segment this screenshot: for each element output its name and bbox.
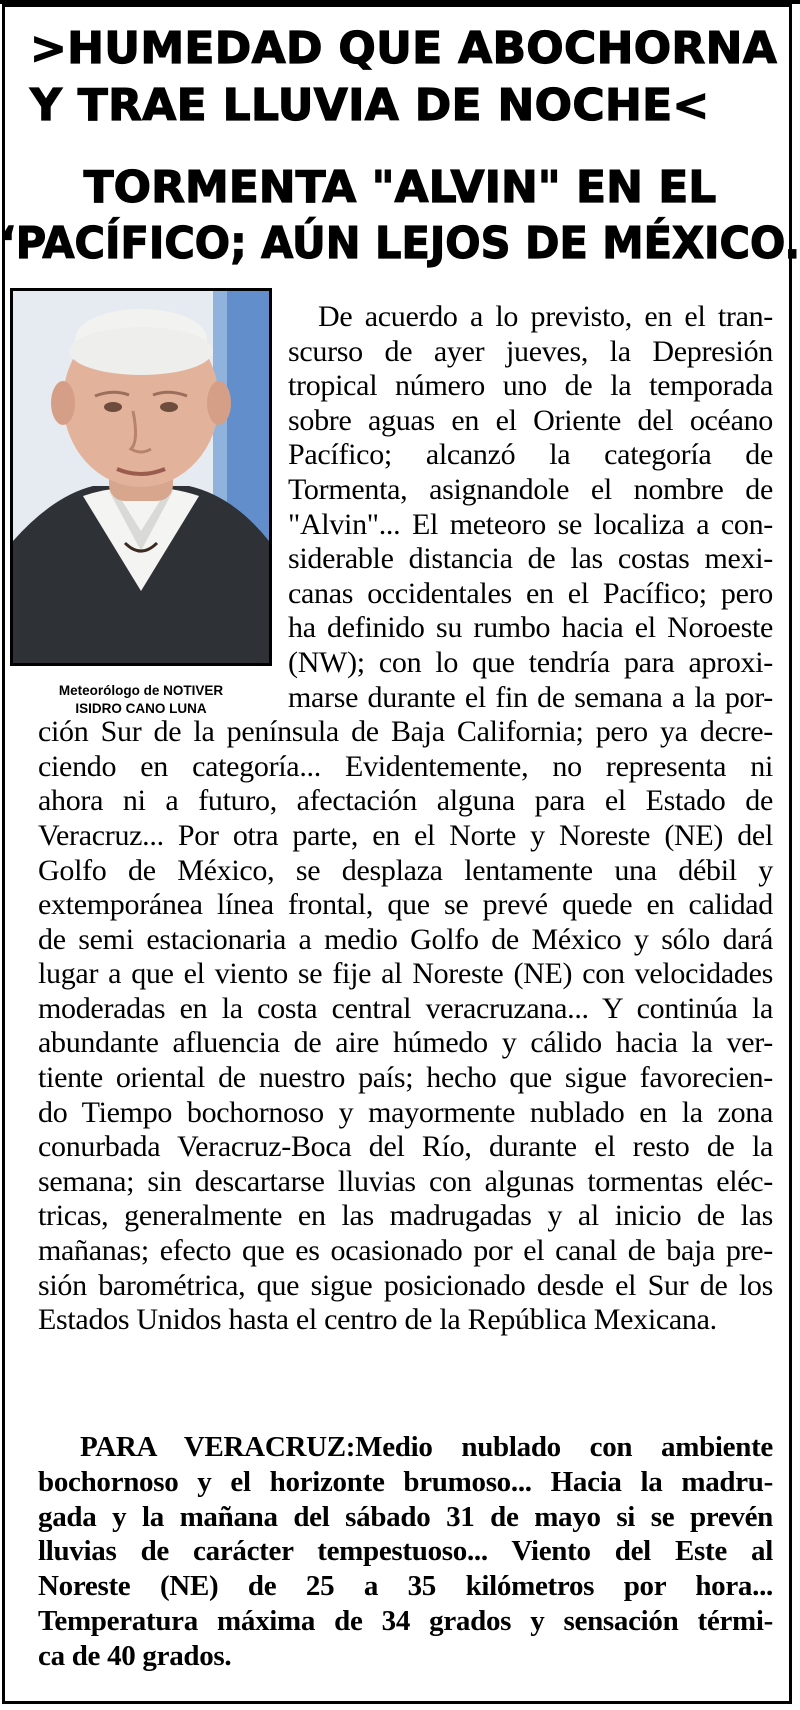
body-line: scurso de ayer jueves, la Depresión <box>288 334 773 368</box>
subheadline <box>0 160 800 272</box>
headline-line-2: Y TRAE LLUVIA DE NOCHE< <box>30 80 710 131</box>
body-line: conurbada Veracruz-Boca del Río, durante el resto de la <box>38 1130 773 1164</box>
body-line: Tormenta, asignandole el nombre de <box>288 472 773 506</box>
body-line: ahora ni a futuro, afectación alguna para el Estado de <box>38 784 773 818</box>
body-line: ciendo en categoría... Evidentemente, no representa ni <box>38 749 773 783</box>
body-line: tropical número uno de la temporada <box>288 369 773 403</box>
body-line: extemporánea línea frontal, que se prevé quede en calidad <box>38 888 773 922</box>
body-line: de semi estacionaria a medio Golfo de México y sólo dará <box>38 922 773 956</box>
body-line: sión barométrica, que sigue posicionado desde el Sur de los <box>38 1268 773 1302</box>
body-line: ha definido su rumbo hacia el Noroeste <box>288 611 773 645</box>
body-line: abundante afluencia de aire húmedo y cálido hacia la ver- <box>38 1026 773 1060</box>
forecast-paragraph <box>38 1430 773 1674</box>
body-line: semana; sin descartarse lluvias con algunas tormentas eléc- <box>38 1164 773 1198</box>
photo-caption-line-1: Meteorólogo de NOTIVER <box>58 683 224 698</box>
forecast-line: lluvias de carácter tempestuoso... Viento del Este al <box>38 1535 773 1568</box>
body-line: moderadas en la costa central veracruzana... Y continúa la <box>38 991 773 1025</box>
forecast-line: PARA VERACRUZ:Medio nublado con ambiente <box>80 1431 773 1463</box>
body-line: Pacífico; alcanzó la categoría de <box>288 438 773 472</box>
subheadline-line-1: TORMENTA "ALVIN" EN EL <box>83 162 717 213</box>
body-line: canas occidentales en el Pacífico; pero <box>288 576 773 610</box>
forecast-line: ca de 40 grados. <box>38 1639 232 1672</box>
headline <box>30 20 790 134</box>
forecast-line: bochornoso y el horizonte brumoso... Hacia la madru- <box>38 1465 773 1498</box>
forecast-line: Temperatura máxima de 34 grados y sensación térmi- <box>38 1604 773 1637</box>
body-line: (NW); con lo que tendría para aproxi- <box>288 645 773 679</box>
body-line: Estados Unidos hasta el centro de la República Mexicana. <box>38 1303 717 1337</box>
photo-caption-line-2: ISIDRO CANO LUNA <box>75 701 207 716</box>
body-line: tricas, generalmente en las madrugadas y al inicio de las <box>38 1199 773 1233</box>
body-line: ción Sur de la península de Baja California; pero ya decre- <box>38 715 773 749</box>
body-line: marse durante el fin de semana a la por- <box>288 680 773 714</box>
body-line: lugar a que el viento se fije al Noreste (NE) con velocidades <box>38 957 773 991</box>
body-line: sobre aguas en el Oriente del océano <box>288 403 773 437</box>
article-body <box>38 300 773 1338</box>
body-line: Golfo de México, se desplaza lentamente una débil y <box>38 853 773 887</box>
forecast-line: gada y la mañana del sábado 31 de mayo si se prevén <box>38 1500 773 1533</box>
forecast-line: Noreste (NE) de 25 a 35 kilómetros por hora... <box>38 1570 773 1603</box>
subheadline-line-2: ‘PACÍFICO; AÚN LEJOS DE MÉXICO. <box>0 218 800 269</box>
body-line: do Tiempo bochornoso y mayormente nublado en la zona <box>38 1095 773 1129</box>
body-line: De acuerdo a lo previsto, en el tran- <box>318 300 773 333</box>
headline-line-1: >HUMEDAD QUE ABOCHORNA <box>30 23 778 74</box>
body-line: "Alvin"... El meteoro se localiza a con- <box>288 507 773 541</box>
body-line: tiente oriental de nuestro país; hecho que sigue favorecien- <box>38 1061 773 1095</box>
body-line: siderable distancia de las costas mexi- <box>288 542 773 576</box>
body-line: Veracruz... Por otra parte, en el Norte y Noreste (NE) del <box>38 818 773 852</box>
body-line: mañanas; efecto que es ocasionado por el canal de baja pre- <box>38 1234 773 1268</box>
